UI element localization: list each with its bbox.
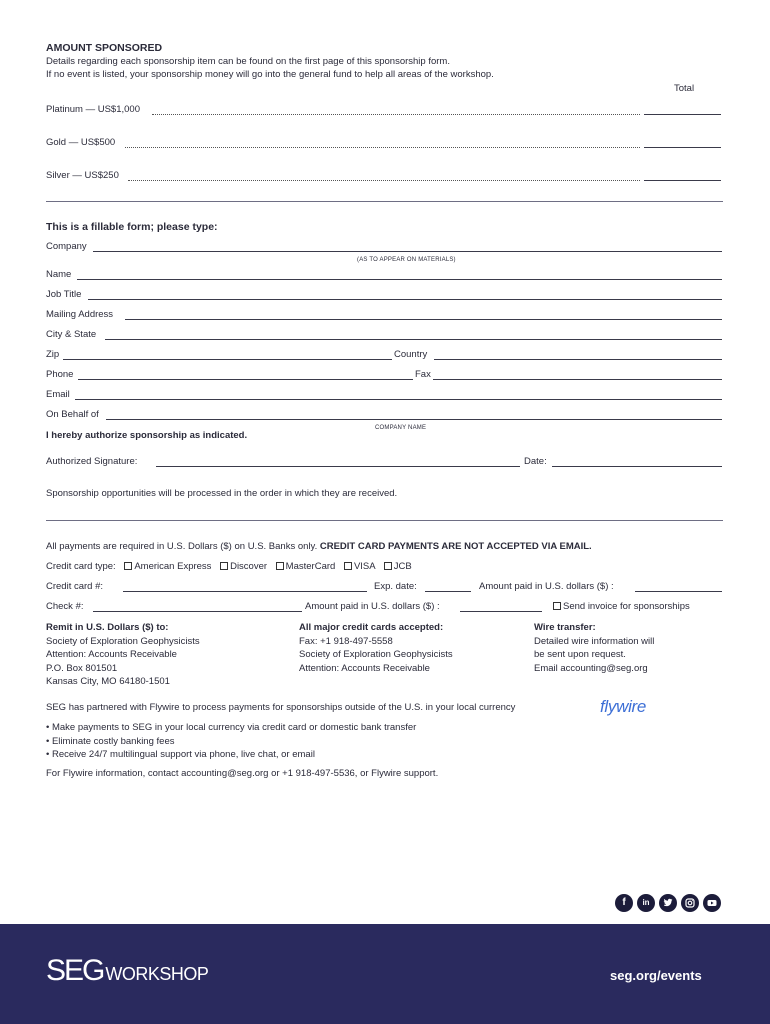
checkbox-icon[interactable] <box>276 562 284 570</box>
card-type-label: Credit card type: <box>46 561 116 572</box>
card-option-mastercard[interactable]: MasterCard <box>276 561 336 572</box>
section-divider <box>46 201 723 202</box>
payment-required-text: All payments are required in U.S. Dollars ($) on U.S. Banks only. <box>46 541 318 552</box>
send-invoice-option[interactable]: Send invoice for sponsorships <box>553 601 690 613</box>
name-label: Name <box>46 269 72 280</box>
flywire-intro: SEG has partnered with Flywire to process payments for sponsorships outside of the U.S. in your local currency <box>46 702 516 713</box>
country-label: Country <box>394 349 428 360</box>
check-field[interactable] <box>93 611 302 612</box>
silver-label: Silver — US$250 <box>46 170 119 181</box>
zip-label: Zip <box>46 349 60 360</box>
date-label: Date: <box>524 456 547 467</box>
amount-desc-1: Details regarding each sponsorship item can be found on the first page of this sponsorship form. <box>46 56 450 67</box>
flywire-bullet: • Eliminate costly banking fees <box>46 735 175 747</box>
checkbox-icon[interactable] <box>220 562 228 570</box>
check-label: Check #: <box>46 601 84 612</box>
check-amount-field[interactable] <box>460 611 542 612</box>
card-option-visa[interactable]: VISA <box>344 561 375 572</box>
signature-field[interactable] <box>156 466 520 467</box>
job-title-label: Job Title <box>46 289 82 300</box>
cards-heading: All major credit cards accepted: <box>299 622 444 633</box>
amount-paid-label: Amount paid in U.S. dollars ($) : <box>479 581 614 592</box>
amount-paid-field[interactable] <box>635 591 722 592</box>
card-option-discover[interactable]: Discover <box>220 561 267 572</box>
form-heading: This is a fillable form; please type: <box>46 221 218 233</box>
email-label: Email <box>46 389 70 400</box>
cards-line: Society of Exploration Geophysicists <box>299 649 453 660</box>
wire-line: Email accounting@seg.org <box>534 662 648 674</box>
remit-line: Society of Exploration Geophysicists <box>46 635 200 647</box>
card-option-jcb[interactable]: JCB <box>384 561 412 572</box>
company-field[interactable] <box>93 251 722 252</box>
platinum-label: Platinum — US$1,000 <box>46 104 140 115</box>
linkedin-icon[interactable]: in <box>637 894 655 912</box>
silver-leader <box>128 180 640 181</box>
card-number-field[interactable] <box>123 591 367 592</box>
twitter-icon[interactable] <box>659 894 677 912</box>
company-label: Company <box>46 241 87 252</box>
remit-heading: Remit in U.S. Dollars ($) to: <box>46 622 169 633</box>
remit-line: Attention: Accounts Receivable <box>46 649 177 660</box>
workshop-logo-text: WORKSHOP <box>105 964 209 984</box>
date-field[interactable] <box>552 466 722 467</box>
remit-line: P.O. Box 801501 <box>46 662 118 674</box>
phone-field[interactable] <box>78 379 413 380</box>
company-name-note: COMPANY NAME <box>375 425 427 431</box>
platinum-total-field[interactable] <box>644 114 721 115</box>
signature-label: Authorized Signature: <box>46 456 138 467</box>
job-title-field[interactable] <box>88 299 722 300</box>
wire-block <box>534 621 654 675</box>
card-number-label: Credit card #: <box>46 581 104 592</box>
gold-label: Gold — US$500 <box>46 137 116 148</box>
facebook-icon[interactable]: f <box>615 894 633 912</box>
checkbox-icon[interactable] <box>124 562 132 570</box>
card-option-amex[interactable]: American Express <box>124 561 211 572</box>
processed-note: Sponsorship opportunities will be processed in the order in which they are received. <box>46 488 398 499</box>
footer <box>0 924 770 1024</box>
cards-line: Attention: Accounts Receivable <box>299 662 430 674</box>
flywire-logo <box>600 697 646 717</box>
platinum-leader <box>152 114 640 115</box>
flywire-bullet: • Receive 24/7 multilingual support via phone, live chat, or email <box>46 749 315 760</box>
cards-block <box>299 621 453 675</box>
seg-workshop-logo <box>46 954 208 988</box>
zip-field[interactable] <box>63 359 392 360</box>
gold-leader <box>125 147 640 148</box>
instagram-icon[interactable] <box>681 894 699 912</box>
flywire-contact: For Flywire information, contact accounting@seg.org or +1 918-497-5536, or Flywire support. <box>46 768 439 779</box>
checkbox-icon[interactable] <box>553 602 561 610</box>
gold-total-field[interactable] <box>644 147 721 148</box>
authorize-statement: I hereby authorize sponsorship as indicated. <box>46 430 248 441</box>
exp-date-label: Exp. date: <box>374 581 417 592</box>
country-field[interactable] <box>434 359 722 360</box>
fax-field[interactable] <box>433 379 722 380</box>
youtube-icon[interactable] <box>703 894 721 912</box>
phone-label: Phone <box>46 369 74 380</box>
remit-line: Kansas City, MO 64180-1501 <box>46 676 170 687</box>
wire-heading: Wire transfer: <box>534 622 596 633</box>
checkbox-icon[interactable] <box>344 562 352 570</box>
payment-warning: CREDIT CARD PAYMENTS ARE NOT ACCEPTED VIA EMAIL. <box>319 541 592 552</box>
email-field[interactable] <box>75 399 722 400</box>
silver-total-field[interactable] <box>644 180 721 181</box>
remit-block <box>46 621 200 689</box>
check-amount-label: Amount paid in U.S. dollars ($) : <box>305 601 440 612</box>
exp-date-field[interactable] <box>425 591 471 592</box>
checkbox-icon[interactable] <box>384 562 392 570</box>
events-url[interactable]: seg.org/events <box>610 968 702 983</box>
total-label: Total <box>674 83 695 94</box>
name-field[interactable] <box>77 279 722 280</box>
company-note: (AS TO APPEAR ON MATERIALS) <box>357 257 456 263</box>
flywire-logo-text: flywire <box>600 697 647 716</box>
amount-heading: AMOUNT SPONSORED <box>46 42 163 54</box>
wire-line: be sent upon request. <box>534 649 626 660</box>
on-behalf-field[interactable] <box>106 419 722 420</box>
mailing-address-label: Mailing Address <box>46 309 114 320</box>
mailing-address-field[interactable] <box>125 319 722 320</box>
city-state-label: City & State <box>46 329 97 340</box>
seg-logo-text: SEG <box>46 954 104 987</box>
flywire-bullets <box>46 721 416 762</box>
fax-label: Fax <box>415 369 431 380</box>
cards-line: Fax: +1 918-497-5558 <box>299 635 393 647</box>
city-state-field[interactable] <box>105 339 722 340</box>
flywire-bullet: • Make payments to SEG in your local currency via credit card or domestic bank transfer <box>46 722 417 733</box>
on-behalf-label: On Behalf of <box>46 409 99 420</box>
payment-required <box>46 541 592 553</box>
section-divider-2 <box>46 520 723 521</box>
card-type-row <box>46 561 412 573</box>
wire-line: Detailed wire information will <box>534 635 655 647</box>
amount-desc-2: If no event is listed, your sponsorship money will go into the general fund to help all areas of the workshop. <box>46 69 494 80</box>
